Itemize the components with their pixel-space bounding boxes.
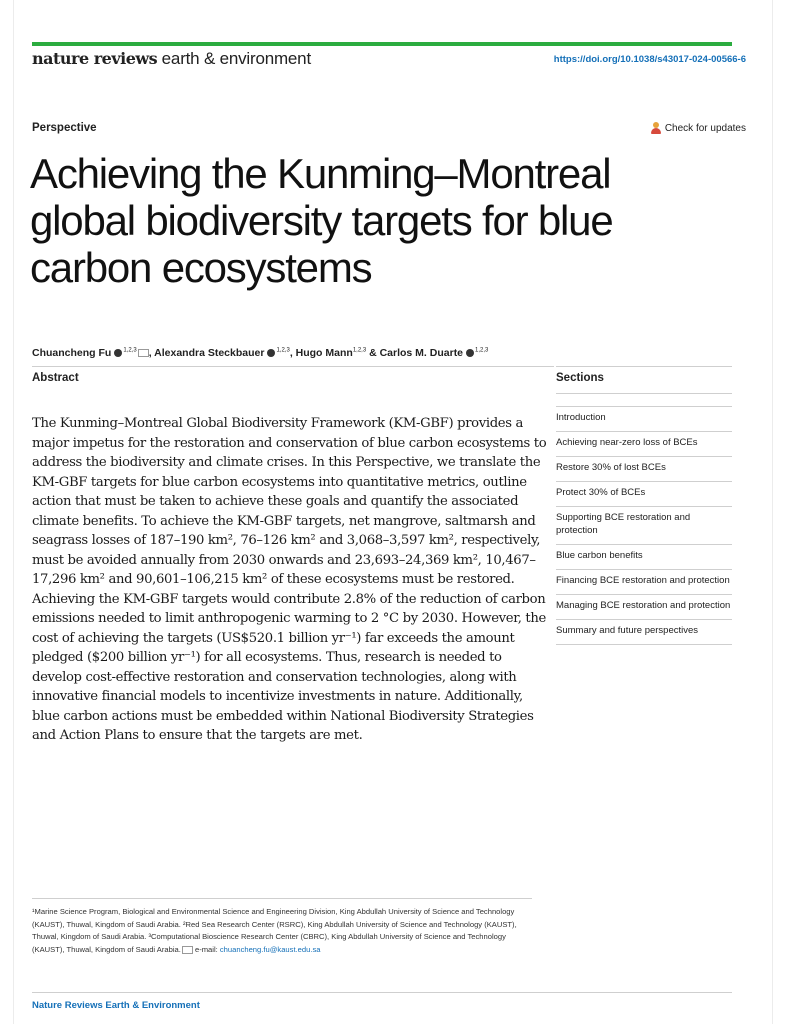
orcid-icon[interactable] (114, 349, 122, 357)
email-link[interactable]: chuancheng.fu@kaust.edu.sa (219, 944, 321, 954)
check-updates-icon (651, 122, 661, 134)
email-icon[interactable] (138, 349, 149, 357)
section-link-near-zero-loss[interactable]: Achieving near-zero loss of BCEs (556, 431, 732, 456)
author-affiliation: 1,2,3 (475, 347, 489, 354)
section-link-supporting[interactable]: Supporting BCE restoration and protection (556, 506, 732, 544)
abstract-top-rule (32, 366, 554, 367)
section-link-summary[interactable]: Summary and future perspectives (556, 619, 732, 645)
author-affiliation: 1,2,3 (352, 347, 367, 354)
author-name[interactable]: & Carlos M. Duarte (366, 347, 464, 359)
abstract-heading: Abstract (32, 372, 79, 384)
orcid-icon[interactable] (466, 349, 474, 357)
sections-heading: Sections (556, 372, 604, 384)
check-for-updates-button[interactable] (651, 122, 746, 134)
section-link-protect[interactable]: Protect 30% of BCEs (556, 481, 732, 506)
author-affiliation: 1,2,3 (123, 347, 137, 354)
section-link-introduction[interactable]: Introduction (556, 406, 732, 431)
section-link-restore[interactable]: Restore 30% of lost BCEs (556, 456, 732, 481)
journal-name[interactable] (32, 49, 311, 69)
email-icon (182, 946, 193, 954)
section-link-benefits[interactable]: Blue carbon benefits (556, 544, 732, 569)
affiliations-rule (32, 898, 532, 899)
footer-journal-name[interactable]: Nature Reviews Earth & Environment (32, 1000, 200, 1011)
author-name[interactable]: , Alexandra Steckbauer (148, 347, 265, 359)
affiliations (32, 906, 532, 956)
article-type: Perspective (32, 122, 97, 134)
author-name[interactable]: Chuancheng Fu (32, 347, 112, 359)
footer-rule (32, 992, 732, 993)
author-affiliation: 1,2,3 (276, 347, 290, 354)
check-updates-label: Check for updates (664, 122, 746, 134)
journal-subtitle: earth & environment (157, 49, 311, 68)
affiliations-text: ¹Marine Science Program, Biological and Environmental Science and Engineering Division, King Abdullah University of Science and Technology (KAUST), Thuwal, Kingdom of Saudi Arabia. ²Red Sea Research Center (RSRC), King Abdullah University of Science and Technology (KAUST), Thuwal, Kingdom of Saudi Arabia. ³Computational Bioscience Research Center (CBRC), King Abdullah University of Science and Technology (KAUST), Thuwal, Kingdom of Saudi Arabia. (32, 907, 517, 954)
header-accent-bar (32, 42, 732, 46)
author-name[interactable]: , Hugo Mann (289, 347, 353, 359)
abstract-text: The Kunming–Montreal Global Biodiversity Framework (KM-GBF) provides a major impetus for the restoration and conservation of blue carbon ecosystems to address the biodiversity and climate crises. In this Perspective, we translate the KM-GBF targets for blue carbon ecosystems into quantitative metrics, outline action that must be taken to achieve these goals and quantify the associated climate benefits. To achieve the KM-GBF targets, net mangrove, saltmarsh and seagrass losses of 187–190 km², 76–126 km² and 3,068–3,597 km², respectively, must be avoided annually from 2030 onwards and 23,693–24,369 km², 10,467–17,296 km² and 90,601–106,215 km² of these ecosystems must be restored. Achieving the KM-GBF targets would contribute 2.8% of the reduction of carbon emissions needed to limit anthropogenic warming to 2 °C by 2030. However, the cost of achieving the targets (US$520.1 billion yr⁻¹) far exceeds the amount pledged ($200 billion yr⁻¹) for all ecosystems. Thus, research is needed to develop cost-effective restoration and conservation technologies, along with innovative financial models to incentivize investments in nature. Additionally, blue carbon actions must be embedded within National Biodiversity Strategies and Action Plans to ensure that the targets are met. (32, 416, 547, 743)
sections-nav (556, 406, 732, 645)
author-list (32, 347, 488, 359)
article-title: Achieving the Kunming–Montreal global biodiversity targets for blue carbon ecosystems (30, 150, 613, 291)
section-link-managing[interactable]: Managing BCE restoration and protection (556, 594, 732, 619)
doi-link[interactable]: https://doi.org/10.1038/s43017-024-00566-6 (553, 54, 746, 65)
email-label: e-mail: (192, 944, 220, 954)
orcid-icon[interactable] (267, 349, 275, 357)
journal-brand: nature reviews (32, 49, 158, 68)
section-link-financing[interactable]: Financing BCE restoration and protection (556, 569, 732, 594)
sections-heading-rule (556, 393, 732, 394)
sections-top-rule (556, 366, 732, 367)
